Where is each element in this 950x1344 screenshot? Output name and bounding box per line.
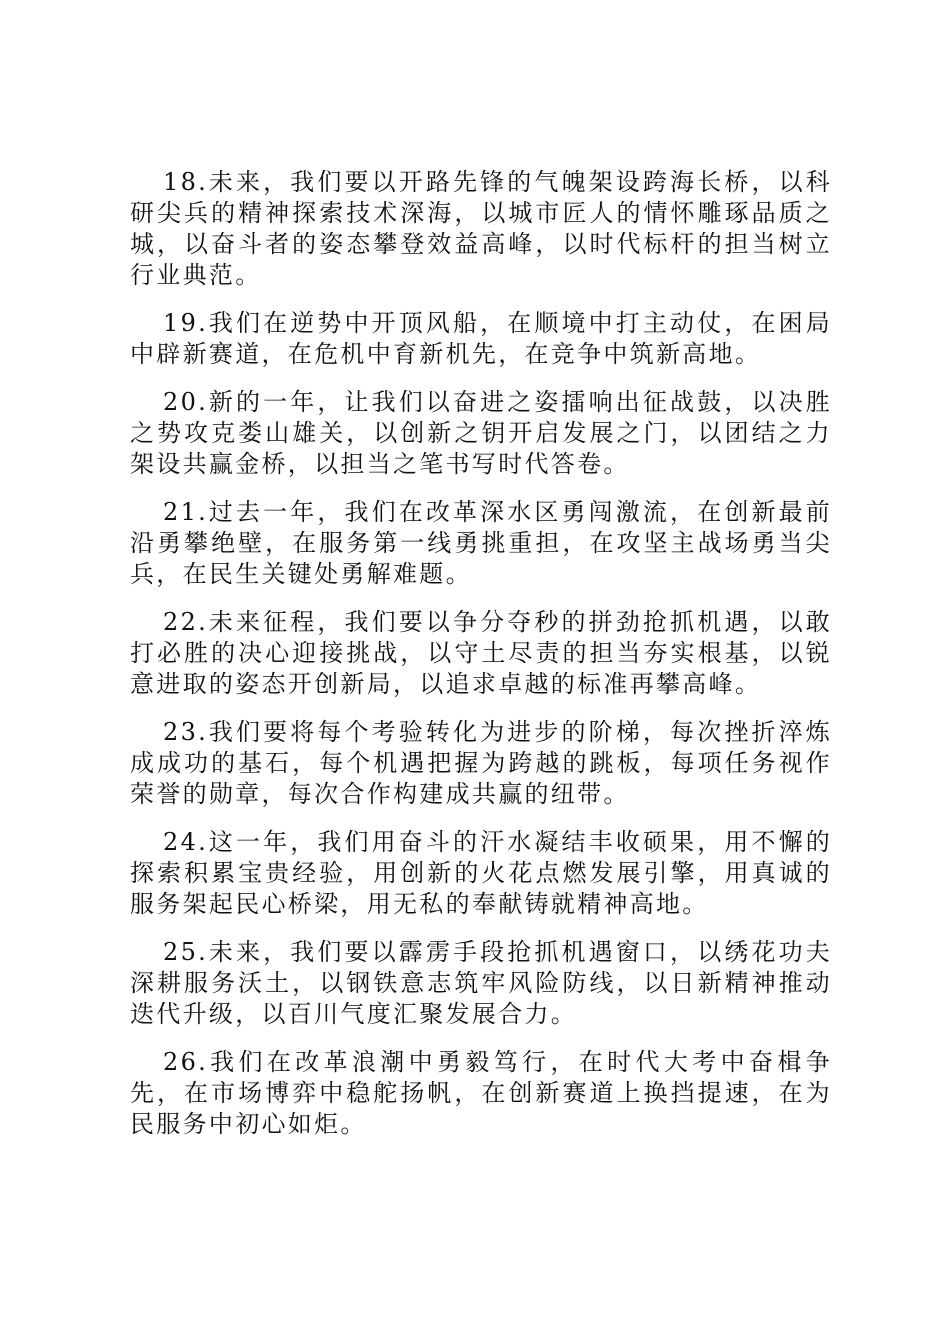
paragraph-22: 22.未来征程，我们要以争分夺秒的拼劲抢抓机遇，以敢打必胜的决心迎接挑战，以守土尽责的担当夯实根基，以锐意进取的姿态开创新局，以追求卓越的标准再攀高峰。: [130, 608, 832, 698]
paragraph-23: 23.我们要将每个考验转化为进步的阶梯，每次挫折淬炼成成功的基石，每个机遇把握为跨越的跳板，每项任务视作荣誉的勋章，每次合作构建成共赢的纽带。: [130, 718, 832, 808]
document-body: [130, 167, 832, 1157]
paragraph-21: 21.过去一年，我们在改革深水区勇闯激流，在创新最前沿勇攀绝壁，在服务第一线勇挑重担，在攻坚主战场勇当尖兵，在民生关键处勇解难题。: [130, 498, 832, 588]
paragraph-19: 19.我们在逆势中开顶风船，在顺境中打主动仗，在困局中辟新赛道，在危机中育新机先，在竞争中筑新高地。: [130, 309, 832, 368]
paragraph-24: 24.这一年，我们用奋斗的汗水凝结丰收硕果，用不懈的探索积累宝贵经验，用创新的火花点燃发展引擎，用真诚的服务架起民心桥梁，用无私的奉献铸就精神高地。: [130, 828, 832, 918]
paragraph-26: 26.我们在改革浪潮中勇毅笃行，在时代大考中奋楫争先，在市场博弈中稳舵扬帆，在创新赛道上换挡提速，在为民服务中初心如炬。: [130, 1048, 832, 1138]
paragraph-18: 18.未来，我们要以开路先锋的气魄架设跨海长桥，以科研尖兵的精神探索技术深海，以城市匠人的情怀雕琢品质之城，以奋斗者的姿态攀登效益高峰，以时代标杆的担当树立行业典范。: [130, 168, 832, 289]
paragraph-25: 25.未来，我们要以霹雳手段抢抓机遇窗口，以绣花功夫深耕服务沃土，以钢铁意志筑牢风险防线，以日新精神推动迭代升级，以百川气度汇聚发展合力。: [130, 938, 832, 1028]
paragraph-20: 20.新的一年，让我们以奋进之姿擂响出征战鼓，以决胜之势攻克娄山雄关，以创新之钥开启发展之门，以团结之力架设共赢金桥，以担当之笔书写时代答卷。: [130, 388, 832, 478]
